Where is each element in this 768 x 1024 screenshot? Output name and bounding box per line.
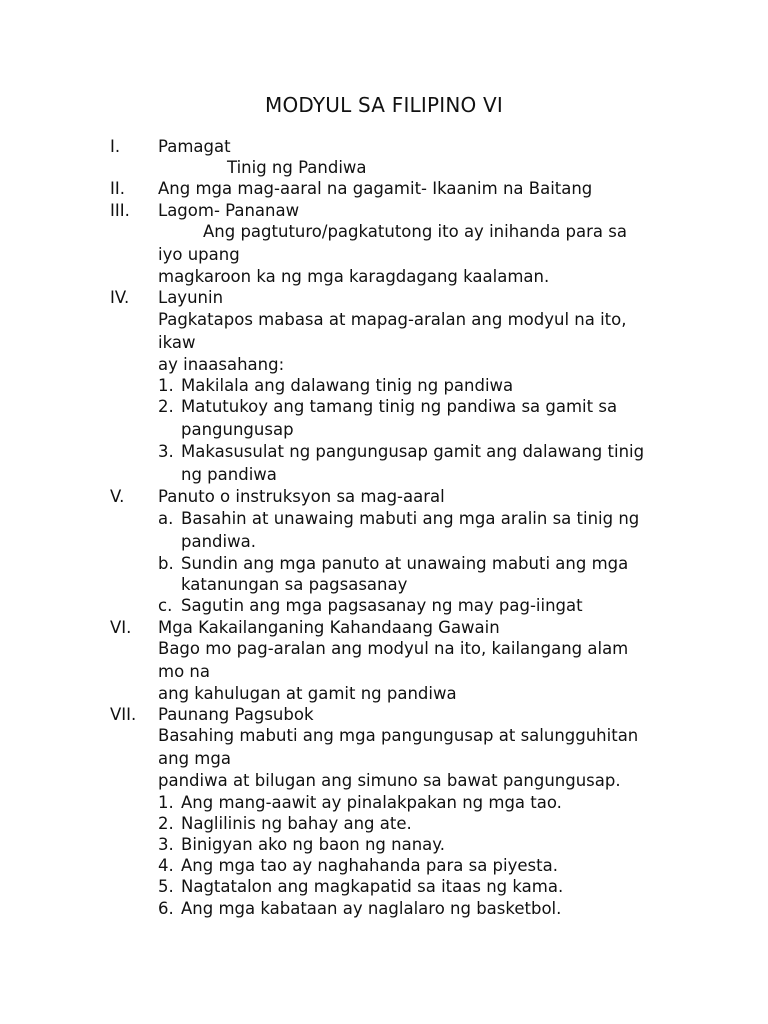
section-line: ang mga bbox=[158, 749, 231, 768]
section-line: Ang pagtuturo/pagkatutong ito ay inihanda para sa bbox=[203, 222, 627, 241]
section-line: Pagkatapos mabasa at mapag-aralan ang modyul na ito, bbox=[158, 310, 627, 329]
list-marker: 6. bbox=[158, 899, 174, 918]
list-item: Nagtatalon ang magkapatid sa itaas ng kama. bbox=[181, 877, 564, 896]
section-heading: Layunin bbox=[158, 288, 224, 307]
list-item: Sundin ang mga panuto at unawaing mabuti ang mga bbox=[181, 554, 629, 573]
section-heading: Ang mga mag-aaral na gagamit- Ikaanim na Baitang bbox=[158, 179, 593, 198]
section-heading: Pamagat bbox=[158, 137, 231, 156]
section-line: ang kahulugan at gamit ng pandiwa bbox=[158, 684, 457, 703]
section-numeral: III. bbox=[110, 201, 130, 220]
list-marker: 1. bbox=[158, 793, 174, 812]
list-item: Ang mga kabataan ay naglalaro ng basketbol. bbox=[181, 899, 562, 918]
list-item: Binigyan ako ng baon ng nanay. bbox=[181, 835, 445, 854]
section-numeral: II. bbox=[110, 179, 125, 198]
section-line: ay inaasahang: bbox=[158, 355, 285, 374]
list-item: Matutukoy ang tamang tinig ng pandiwa sa gamit sa bbox=[181, 397, 618, 416]
list-marker: 3. bbox=[158, 835, 174, 854]
section-heading: Panuto o instruksyon sa mag-aaral bbox=[158, 487, 445, 506]
list-item-continued: pandiwa. bbox=[181, 532, 256, 551]
list-item: Ang mga tao ay naghahanda para sa piyesta. bbox=[181, 856, 558, 875]
list-item: Makilala ang dalawang tinig ng pandiwa bbox=[181, 376, 514, 395]
section-line: Basahing mabuti ang mga pangungusap at salungguhitan bbox=[158, 726, 639, 745]
list-item: Naglilinis ng bahay ang ate. bbox=[181, 814, 412, 833]
section-line: iyo upang bbox=[158, 245, 240, 264]
section-line: magkaroon ka ng mga karagdagang kaalaman. bbox=[158, 267, 550, 286]
section-line: pandiwa at bilugan ang simuno sa bawat pangungusap. bbox=[158, 771, 621, 790]
list-marker: 5. bbox=[158, 877, 174, 896]
section-numeral: V. bbox=[110, 487, 125, 506]
list-marker: c. bbox=[158, 596, 173, 615]
list-marker: 2. bbox=[158, 814, 174, 833]
list-marker: 3. bbox=[158, 442, 174, 461]
list-item: Makasusulat ng pangungusap gamit ang dalawang tinig bbox=[181, 442, 645, 461]
list-item-continued: katanungan sa pagsasanay bbox=[181, 575, 408, 594]
list-item: Basahin at unawaing mabuti ang mga aralin sa tinig ng bbox=[181, 509, 640, 528]
section-numeral: IV. bbox=[110, 288, 130, 307]
list-marker: 2. bbox=[158, 397, 174, 416]
list-item-continued: ng pandiwa bbox=[181, 465, 277, 484]
section-heading: Paunang Pagsubok bbox=[158, 705, 314, 724]
list-marker: b. bbox=[158, 554, 174, 573]
section-heading: Mga Kakailanganing Kahandaang Gawain bbox=[158, 618, 500, 637]
section-line: Bago mo pag-aralan ang modyul na ito, kailangang alam bbox=[158, 639, 629, 658]
section-heading: Lagom- Pananaw bbox=[158, 201, 300, 220]
list-item-continued: pangungusap bbox=[181, 420, 294, 439]
list-marker: 4. bbox=[158, 856, 174, 875]
list-marker: 1. bbox=[158, 376, 174, 395]
document-title: MODYUL SA FILIPINO VI bbox=[264, 93, 503, 117]
section-line: mo na bbox=[158, 662, 210, 681]
section-numeral: I. bbox=[110, 137, 121, 156]
section-line: Tinig ng Pandiwa bbox=[227, 158, 367, 177]
list-item: Sagutin ang mga pagsasanay ng may pag-iingat bbox=[181, 596, 583, 615]
list-marker: a. bbox=[158, 509, 174, 528]
section-numeral: VI. bbox=[110, 618, 132, 637]
section-line: ikaw bbox=[158, 333, 196, 352]
list-item: Ang mang-aawit ay pinalakpakan ng mga tao. bbox=[181, 793, 562, 812]
section-numeral: VII. bbox=[110, 705, 137, 724]
